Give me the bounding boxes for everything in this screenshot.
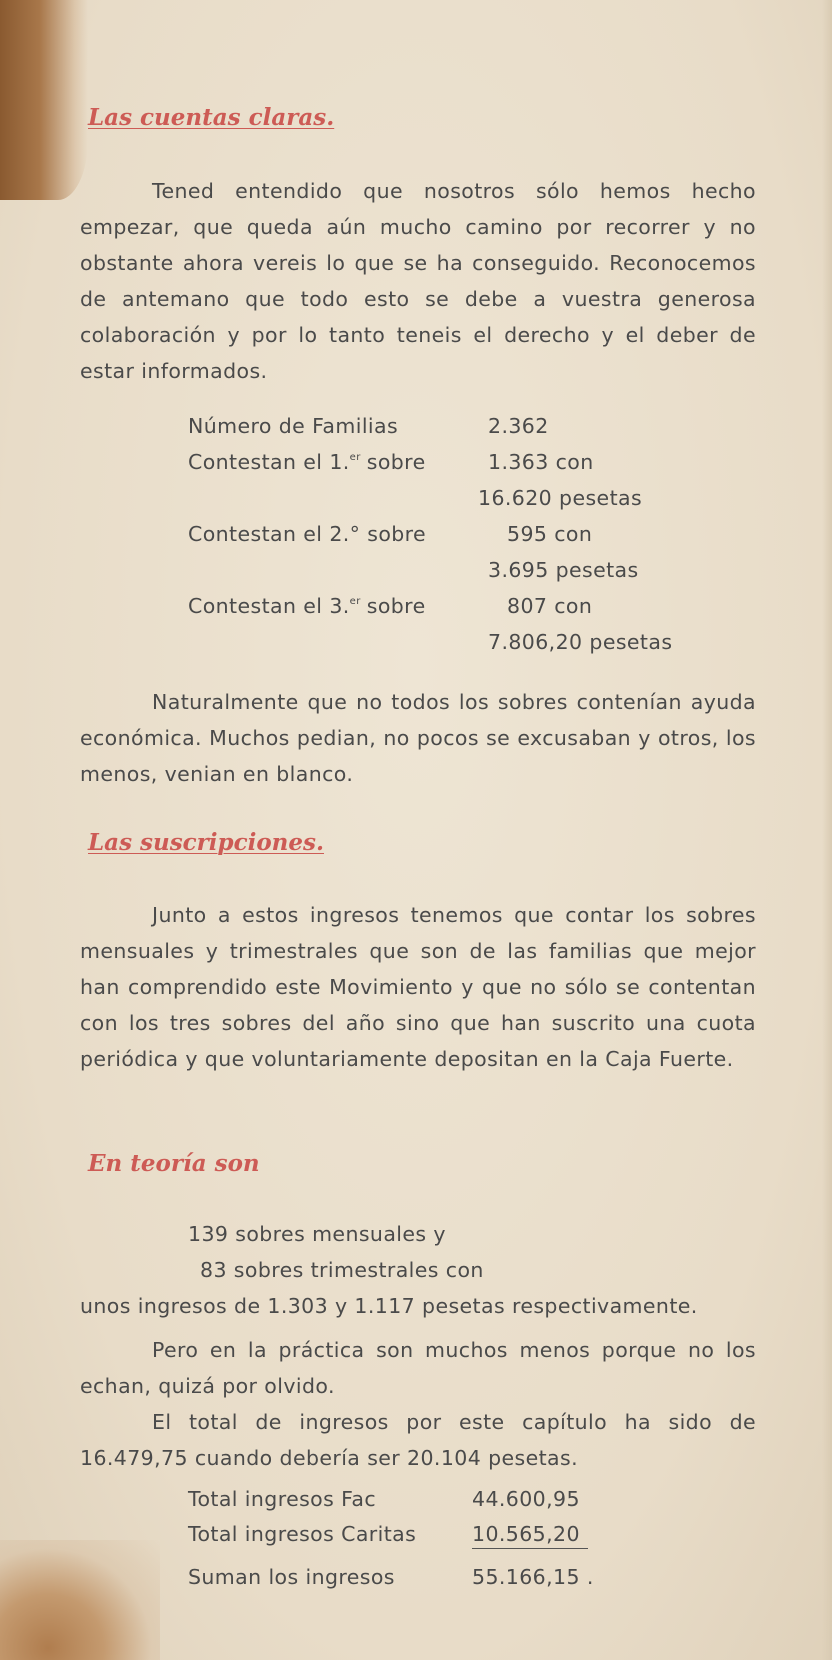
- stats-familias-label: Número de Familias: [188, 414, 399, 438]
- stats-sobre2-count: 595 con: [507, 522, 593, 546]
- stats-sobre1-count: 1.363 con: [488, 450, 594, 474]
- paragraph-total-capitulo: [80, 1404, 756, 1476]
- totals-caritas-value: 10.565,20: [472, 1522, 588, 1549]
- paper-stain-bottom: [0, 1540, 160, 1660]
- stats-sobre3-count: 807 con: [507, 594, 593, 618]
- paragraph-intro: [80, 173, 756, 389]
- heading-en-teoria: En teoría son: [88, 1150, 260, 1177]
- stats-sobre3-sup: er: [349, 596, 361, 607]
- heading-suscripciones: Las suscripciones.: [88, 829, 324, 856]
- stats-sobre1-label-a: Contestan el 1.: [188, 450, 350, 474]
- paragraph-naturalmente: [80, 684, 756, 792]
- paragraph-intro-text: Tened entendido que nosotros sólo hemos hecho empezar, que queda aún mucho camino por recorrer y no obstante ahora vereis lo que se ha conseguido. Reconocemos de antemano que todo esto se debe a vuestra generosa colaboración y por lo tanto teneis el derecho y el deber de estar informados.: [80, 179, 756, 383]
- stats-sobre2-amount: 3.695 pesetas: [488, 558, 639, 582]
- stats-sobre3-label: [188, 594, 426, 618]
- paragraph-practica-text: Pero en la práctica son muchos menos porque no los echan, quizá por olvido.: [80, 1338, 756, 1398]
- paper-edge: [822, 0, 832, 1660]
- teoria-line-ingresos: unos ingresos de 1.303 y 1.117 pesetas respectivamente.: [80, 1294, 698, 1318]
- totals-suman-value: 55.166,15 .: [472, 1565, 594, 1589]
- totals-fac-value: 44.600,95: [472, 1487, 580, 1511]
- stats-familias-value: 2.362: [488, 414, 549, 438]
- stats-sobre2-label: Contestan el 2.° sobre: [188, 522, 427, 546]
- heading-cuentas-claras: Las cuentas claras.: [88, 104, 335, 131]
- teoria-line-mensuales: 139 sobres mensuales y: [188, 1222, 446, 1246]
- stats-sobre1-label: [188, 450, 426, 474]
- paragraph-suscripciones-text: Junto a estos ingresos tenemos que contar los sobres mensuales y trimestrales que son de las familias que mejor han comprendido este Movimiento y que no sólo se contentan con los tres sobres del año sino que han suscrito una cuota periódica y que voluntariamente depositan en la Caja Fuerte.: [80, 903, 756, 1071]
- totals-caritas-label: Total ingresos Caritas: [188, 1522, 417, 1546]
- paragraph-suscripciones: [80, 897, 756, 1077]
- totals-suman-label: Suman los ingresos: [188, 1565, 395, 1589]
- teoria-line-trimestrales: 83 sobres trimestrales con: [200, 1258, 484, 1282]
- totals-fac-label: Total ingresos Fac: [188, 1487, 377, 1511]
- stats-sobre3-amount: 7.806,20 pesetas: [488, 630, 673, 654]
- paragraph-total-capitulo-text: El total de ingresos por este capítulo ha sido de 16.479,75 cuando debería ser 20.104 pesetas.: [80, 1410, 756, 1470]
- paper-stain-top: [0, 0, 88, 200]
- paragraph-practica: [80, 1332, 756, 1404]
- stats-sobre1-label-b: sobre: [366, 450, 426, 474]
- stats-sobre1-amount: 16.620 pesetas: [478, 486, 643, 510]
- stats-sobre1-sup: er: [349, 452, 361, 463]
- stats-sobre3-label-a: Contestan el 3.: [188, 594, 350, 618]
- paragraph-naturalmente-text: Naturalmente que no todos los sobres contenían ayuda económica. Muchos pedian, no pocos se excusaban y otros, los menos, venian en blanco.: [80, 690, 756, 786]
- stats-sobre3-label-b: sobre: [366, 594, 426, 618]
